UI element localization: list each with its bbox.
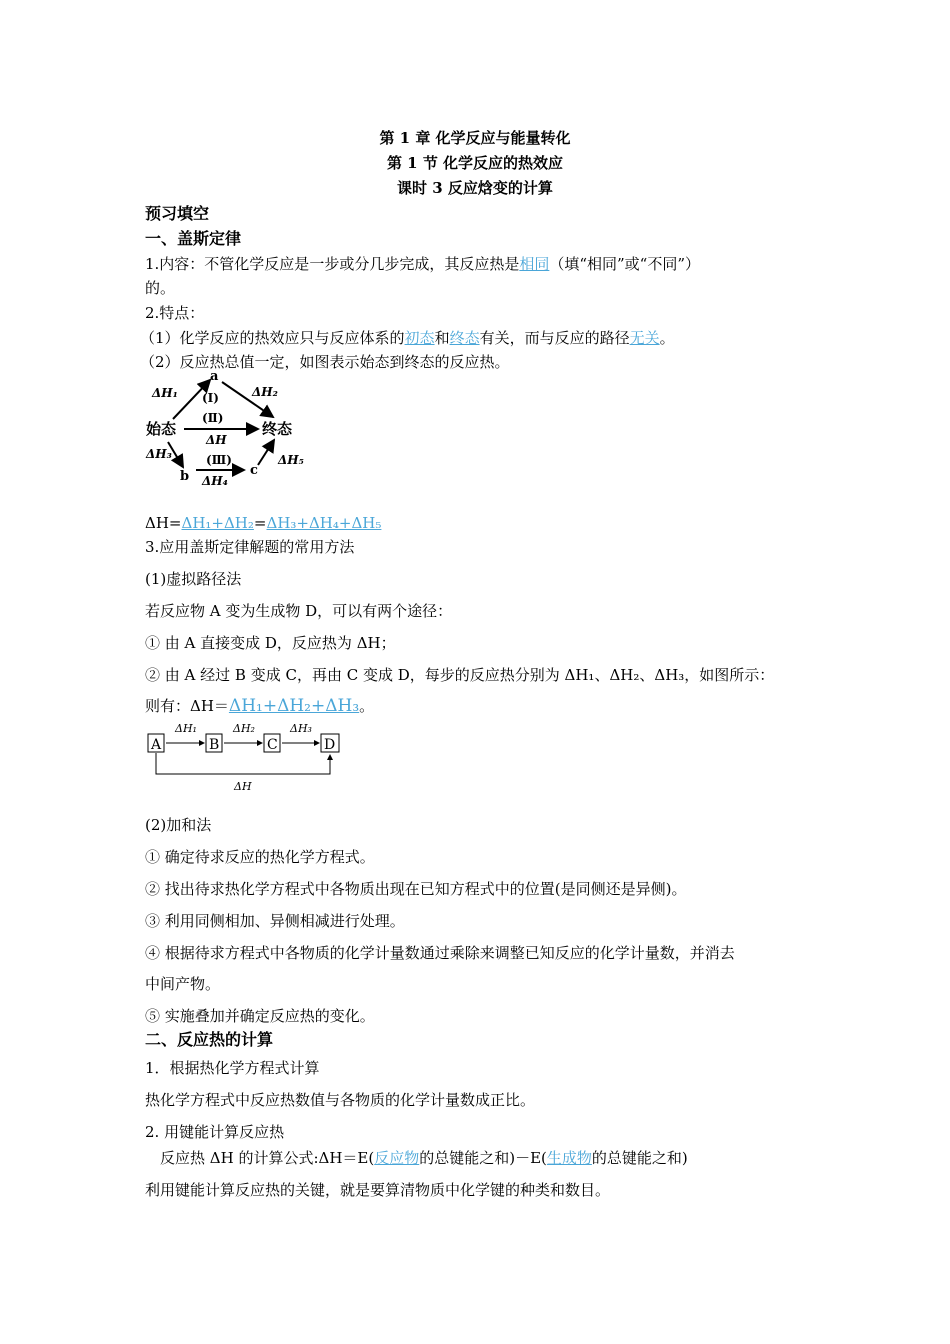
method1-route2: ② 由 A 经过 B 变成 C，再由 C 变成 D，每步的反应热分别为 ΔH₁、ΔH₂、ΔH₃，如图所示： — [145, 666, 775, 684]
answer-reactants: 反应物 — [374, 1149, 420, 1167]
hess-equation — [145, 513, 381, 533]
node-end: 终态 — [262, 420, 293, 438]
content-line-2: 的。 — [145, 279, 176, 297]
method2-step: ② 找出待求热化学方程式中各物质出现在已知方程式中的位置(是同侧还是异侧)。 — [145, 880, 687, 898]
node-label-a: A — [151, 737, 162, 753]
label-path3: (Ⅲ) — [206, 453, 232, 467]
answer-initial-state: 初态 — [404, 329, 435, 347]
label-dh4: ΔH₄ — [202, 474, 228, 488]
arrow-c-to-end — [258, 440, 274, 465]
label-dh: ΔH — [206, 433, 227, 447]
label-dh2: ΔH₂ — [252, 385, 278, 399]
arrow-a-d-direct — [156, 753, 330, 774]
method1-intro: 若反应物 A 变为生成物 D，可以有两个途径： — [145, 602, 453, 620]
method2-step: ③ 利用同侧相加、异侧相减进行处理。 — [145, 912, 405, 930]
method1-title: (1)虚拟路径法 — [145, 570, 242, 588]
lesson-title: 课时 3 反应焓变的计算 — [397, 179, 553, 197]
preview-heading: 预习填空 — [145, 204, 210, 223]
method2-step: ④ 根据待求方程式中各物质的化学计量数通过乘除来调整已知反应的化学计量数，并消去 — [145, 944, 735, 962]
node-start: 始态 — [146, 420, 177, 438]
method2-title: (2)加和法 — [145, 816, 212, 834]
methods-title: 3.应用盖斯定律解题的常用方法 — [145, 538, 355, 556]
equation-equals: = — [253, 514, 267, 532]
label-dh1: ΔH₁ — [152, 386, 178, 400]
route-diagram — [145, 720, 345, 792]
answer-final-state: 终态 — [449, 329, 480, 347]
step-label-3: ΔH₃ — [290, 722, 312, 735]
diagram-node-b: b — [180, 469, 190, 484]
bond-energy-formula — [160, 1148, 688, 1168]
node-label-d: D — [324, 737, 336, 753]
label-path1: (Ⅰ) — [202, 391, 219, 405]
answer-same: 相同 — [519, 255, 550, 273]
method1-result — [145, 696, 374, 716]
features-title: 2.特点： — [145, 304, 205, 322]
method2-step: ⑤ 实施叠加并确定反应热的变化。 — [145, 1007, 375, 1025]
result-prefix: 则有：ΔH＝ — [145, 697, 229, 715]
method2-step: ① 确定待求反应的热化学方程式。 — [145, 848, 375, 866]
equation-lhs: ΔH= — [145, 514, 182, 532]
feature-1-text-b: 和 — [434, 329, 450, 347]
part2-item1-text: 热化学方程式中反应热数值与各物质的化学计量数成正比。 — [145, 1091, 536, 1109]
answer-path2-sum: ΔH₃+ΔH₄+ΔH₅ — [266, 514, 382, 532]
diagram-node-a: a — [210, 372, 219, 384]
node-label-c: C — [267, 737, 278, 753]
step-label-1: ΔH₁ — [175, 722, 197, 735]
node-label-b: B — [209, 737, 220, 753]
method1-route1: ① 由 A 直接变成 D，反应热为 ΔH； — [145, 634, 396, 652]
content-line — [145, 254, 700, 274]
part2-item2-title: 2. 用键能计算反应热 — [145, 1123, 285, 1141]
answer-route-sum: ΔH₁+ΔH₂+ΔH₃ — [228, 696, 360, 716]
part2-item1-title: 1．根据热化学方程式计算 — [145, 1059, 320, 1077]
answer-path1-sum: ΔH₁+ΔH₂ — [181, 514, 254, 532]
method2-step: 中间产物。 — [145, 975, 221, 993]
part2-key-text: 利用键能计算反应热的关键，就是要算清物质中化学键的种类和数目。 — [145, 1181, 611, 1199]
label-dh3: ΔH₃ — [146, 447, 172, 461]
formula-text-c: 的总键能之和) — [591, 1149, 688, 1167]
total-label: ΔH — [234, 780, 252, 792]
formula-text-a: 反应热 ΔH 的计算公式:ΔH＝E( — [160, 1149, 375, 1167]
label-path2: (Ⅱ) — [202, 411, 224, 425]
part1-heading: 一、盖斯定律 — [145, 229, 242, 248]
feature-1-text-c: 有关，而与反应的路径 — [479, 329, 630, 347]
answer-products: 生成物 — [546, 1149, 592, 1167]
chapter-title: 第 1 章 化学反应与能量转化 — [379, 129, 571, 147]
content-prefix: 1.内容：不管化学反应是一步或分几步完成，其反应热是 — [145, 255, 520, 273]
content-suffix: （填“相同”或“不同”） — [549, 255, 701, 273]
section-title: 第 1 节 化学反应的热效应 — [386, 154, 564, 172]
step-label-2: ΔH₂ — [233, 722, 255, 735]
feature-1-text-d: 。 — [659, 329, 675, 347]
feature-2: （2）反应热总值一定，如图表示始态到终态的反应热。 — [140, 353, 510, 371]
result-suffix: 。 — [359, 697, 375, 715]
feature-1-text-a: （1）化学反应的热效应只与反应体系的 — [140, 329, 405, 347]
label-dh5: ΔH₅ — [278, 453, 304, 467]
formula-text-b: 的总键能之和)－E( — [419, 1149, 547, 1167]
answer-unrelated: 无关 — [629, 329, 660, 347]
diagram-node-c: c — [250, 463, 258, 478]
hess-law-diagram — [140, 372, 320, 490]
part2-heading: 二、反应热的计算 — [145, 1030, 274, 1049]
feature-1 — [140, 328, 675, 348]
